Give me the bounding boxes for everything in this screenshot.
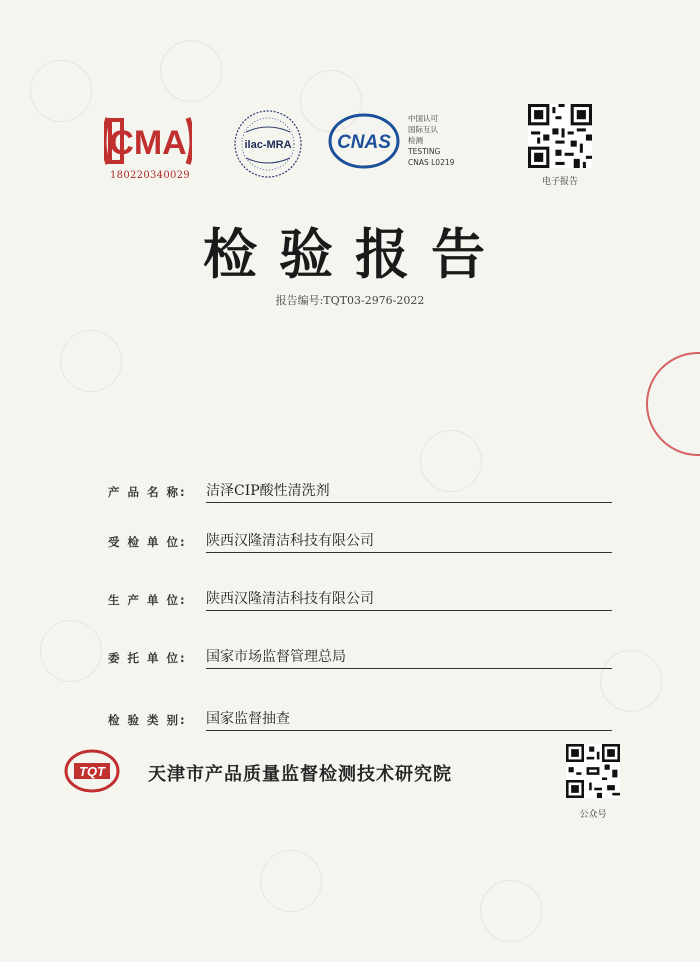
field-label: 检 验 类 别: bbox=[108, 713, 187, 727]
cma-number: 180220340029 bbox=[110, 170, 190, 181]
field-label: 产 品 名 称: bbox=[108, 485, 187, 499]
field-value: 陕西汉隆清洁科技有限公司 bbox=[206, 530, 612, 553]
electronic-report-qr-code[interactable] bbox=[528, 104, 592, 168]
field-value: 国家监督抽查 bbox=[206, 708, 612, 731]
field-value: 洁泽CIP酸性清洗剂 bbox=[206, 480, 612, 503]
tqt-logo-text: TQT bbox=[79, 764, 105, 779]
field-label: 委 托 单 位: bbox=[108, 651, 187, 665]
cnas-text-line: 国际互认 bbox=[408, 125, 438, 134]
ilac-logo-text: ilac-MRA bbox=[244, 139, 292, 151]
cnas-text-line: TESTING bbox=[408, 147, 441, 156]
field-label: 生 产 单 位: bbox=[108, 593, 187, 607]
field-value: 陕西汉隆清洁科技有限公司 bbox=[206, 588, 612, 611]
field-label: 受 检 单 位: bbox=[108, 535, 187, 549]
tqt-logo bbox=[64, 748, 120, 794]
cnas-text-line: CNAS L0219 bbox=[408, 158, 455, 167]
cma-logo-text: CMA bbox=[109, 124, 187, 162]
watermark bbox=[260, 850, 322, 912]
cnas-text-line: 检测 bbox=[408, 136, 423, 145]
electronic-report-caption: 电子报告 bbox=[541, 177, 578, 187]
watermark bbox=[480, 880, 542, 942]
cnas-logo bbox=[328, 112, 400, 170]
watermark bbox=[60, 330, 122, 392]
official-account-caption: 公众号 bbox=[579, 810, 607, 820]
ilac-mra-logo bbox=[232, 108, 304, 180]
field-inspection-type bbox=[0, 708, 700, 732]
field-manufacturer bbox=[0, 588, 700, 612]
organization-name: 天津市产品质量监督检测技术研究院 bbox=[148, 764, 452, 785]
field-value: 国家市场监督管理总局 bbox=[206, 646, 612, 669]
cnas-logo-text: CNAS bbox=[337, 132, 391, 153]
watermark bbox=[160, 40, 222, 102]
watermark bbox=[30, 60, 92, 122]
report-number: 报告编号:TQT03-2976-2022 bbox=[275, 294, 425, 307]
field-inspected-unit bbox=[0, 530, 700, 554]
official-account-qr-code[interactable] bbox=[566, 744, 620, 798]
cnas-accreditation-text bbox=[408, 113, 454, 168]
field-product-name bbox=[0, 480, 700, 504]
cnas-text-line: 中国认可 bbox=[408, 114, 438, 123]
official-seal bbox=[646, 352, 700, 456]
document-title: 检验报告 bbox=[203, 222, 507, 286]
field-commissioning-unit bbox=[0, 646, 700, 670]
